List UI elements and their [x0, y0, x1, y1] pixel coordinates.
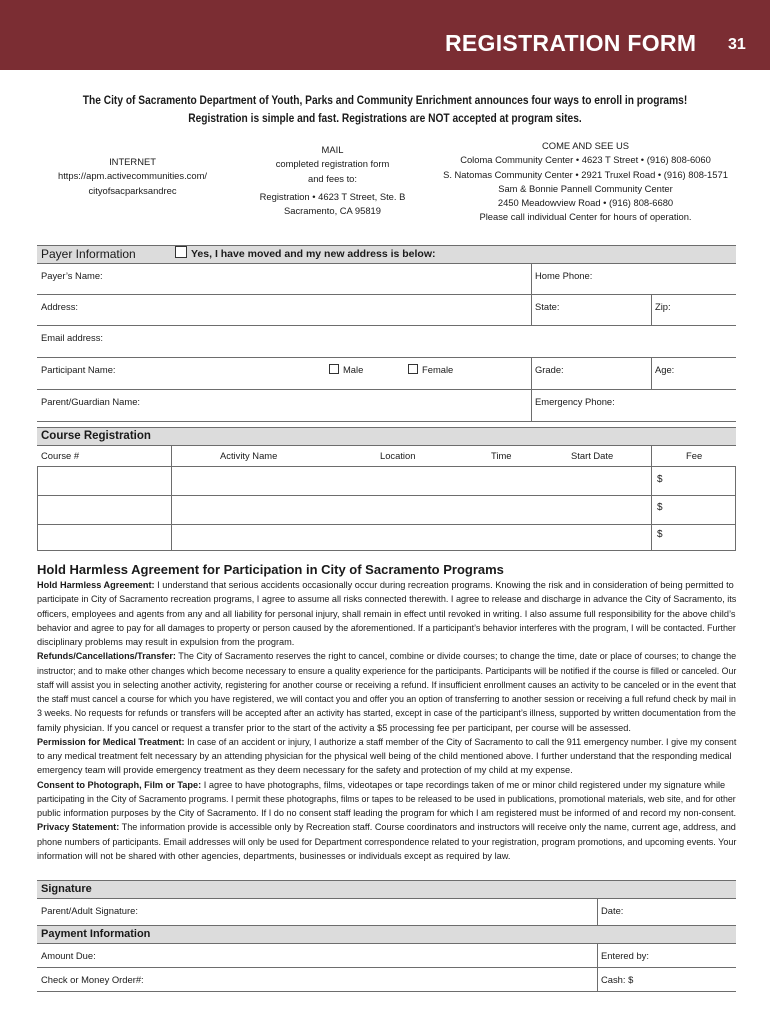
mail-line-2: and fees to: [308, 172, 357, 184]
way-internet [30, 155, 235, 198]
medical-text: to any medical treatment felt necessary by an attending physician for the physical well being of the child mentioned above. I further understand that the responding medical [37, 751, 732, 761]
course-row[interactable] [37, 495, 736, 524]
age-label: Age: [655, 364, 675, 375]
participant-name-label: Participant Name: [41, 364, 116, 375]
photo-label: Consent to Photograph, Film or Tape: [37, 779, 202, 790]
signature-section-title: Signature [41, 883, 92, 895]
payer-section-title: Payer Information [41, 247, 136, 261]
female-option[interactable] [404, 358, 494, 389]
email-field[interactable] [37, 326, 736, 357]
form-title: REGISTRATION FORM [445, 30, 697, 56]
parent-signature-label: Parent/Adult Signature: [41, 905, 138, 916]
row-participant [37, 357, 736, 389]
check-number-field[interactable] [37, 968, 597, 991]
moved-checkbox[interactable] [175, 246, 187, 258]
col-activity-name: Activity Name [220, 450, 278, 461]
row-address [37, 294, 736, 325]
course-section-header [37, 427, 736, 445]
way-mail [240, 143, 425, 218]
row-check [37, 967, 736, 991]
way-visit [428, 139, 743, 225]
entered-by-label: Entered by: [601, 950, 649, 961]
photo-text: participating in the City of Sacramento programs. I permit these photographs, films or tapes to be released to be used in publications, promotional materials, web site, and for other [37, 793, 736, 804]
visit-line-5: Please call individual Center for hours of operation. [479, 211, 692, 223]
visit-heading: COME AND SEE US [542, 140, 629, 151]
refunds-text: the staff must cancel a course for which you have registered, we will contact you and offer you an option of transferring to another session or receiving a full refund check by mail in [37, 694, 736, 704]
privacy-label: Privacy Statement: [37, 822, 120, 833]
header-banner [0, 0, 770, 70]
state-label: State: [535, 301, 560, 312]
payer-section-header [37, 245, 736, 263]
moved-option[interactable] [175, 246, 436, 263]
medical-text: In case of an accident or injury, I authorize a staff member of the City of Sacramento to call the 911 emergency number. I give my consent [184, 736, 737, 747]
refunds-text: staff will assist you in selecting another activity, registering for another course or receiving a refund. If insufficient enrollment causes an activity to be canceled or in the event that [37, 679, 737, 690]
female-checkbox[interactable] [408, 364, 418, 374]
visit-line-4: 2450 Meadowview Road • (916) 808-6680 [497, 197, 674, 209]
refunds-text: family physician. If you cancel or request a transfer prior to the start of the activity a $5 processing fee per participant, per course will be assessed. [37, 722, 631, 733]
address-label: Address: [41, 301, 78, 312]
female-label: Female [422, 364, 454, 375]
fee-dollar-3: $ [657, 529, 663, 540]
amount-due-label: Amount Due: [41, 950, 96, 961]
cash-label: Cash: $ [601, 974, 634, 985]
fee-dollar-1: $ [657, 474, 663, 485]
agreement-text [37, 578, 736, 863]
email-label: Email address: [41, 332, 104, 343]
row-guardian [37, 389, 736, 421]
parent-signature-field[interactable] [37, 899, 597, 925]
mail-line-4: Sacramento, CA 95819 [284, 205, 381, 217]
payment-section-header [37, 925, 736, 943]
row-payer-name [37, 263, 736, 294]
entered-by-field[interactable] [597, 944, 736, 967]
page-number: 31 [728, 36, 746, 53]
row-amount [37, 943, 736, 967]
course-row[interactable] [37, 466, 736, 495]
col-time: Time [491, 450, 512, 461]
internet-url-line-1[interactable]: https://apm.activecommunities.com/ [57, 170, 207, 182]
hold-harmless-text: I understand that serious accidents occasionally occur during recreation programs. Knowing the risk and in consideration of being permitted to [154, 580, 734, 590]
photo-text: I agree to have photographs, films, videotapes or tape recordings taken of me or minor child registered under my signature while [201, 779, 726, 790]
visit-line-3: Sam & Bonnie Pannell Community Center [498, 182, 673, 194]
zip-label: Zip: [655, 301, 671, 312]
internet-heading: INTERNET [109, 156, 156, 167]
home-phone-field[interactable] [531, 264, 736, 294]
zip-field[interactable] [651, 295, 736, 325]
age-field[interactable] [651, 358, 736, 389]
row-signature [37, 898, 736, 925]
emergency-phone-field[interactable] [531, 390, 736, 421]
photo-text: public information purposes by the City of Sacramento. If I do no consent staff leading the program for which I am registered must be informed of and record my non-consent. [37, 808, 737, 818]
privacy-text: information will not be shared with other agencies, departments, businesses or individuals except as required by law. [37, 850, 511, 861]
refunds-label: Refunds/Cancellations/Transfer: [37, 651, 176, 662]
hold-harmless-label: Hold Harmless Agreement: [37, 580, 155, 590]
state-field[interactable] [531, 295, 651, 325]
medical-text: emergency team will provide emergency treatment as they deem necessary for the safety and protection of my child at my expense. [37, 765, 573, 776]
emergency-phone-label: Emergency Phone: [535, 396, 615, 407]
signature-date-field[interactable] [597, 899, 736, 925]
male-label: Male [343, 364, 364, 375]
mail-line-1: completed registration form [275, 158, 390, 170]
intro-line-1: The City of Sacramento Department of Youth, Parks and Community Enrichment announces four ways to enroll in programs! [82, 94, 688, 107]
hold-harmless-text: officers, employees and agents from any and all liability for personal injury, shall remain in effect until revoked in writing. I also assume full responsibility for the above child’s [37, 608, 736, 619]
payment-section-title: Payment Information [41, 928, 151, 940]
guardian-name-label: Parent/Guardian Name: [41, 396, 141, 407]
refunds-text: instructor; and to make other changes which become necessary to ensure a quality experience for the participants. Participants will be notified if the course is filled or canceled. Our [37, 665, 737, 676]
signature-date-label: Date: [601, 905, 624, 916]
medical-label: Permission for Medical Treatment: [37, 736, 185, 747]
cash-field[interactable] [597, 968, 736, 991]
payer-name-label: Payer’s Name: [41, 270, 103, 281]
privacy-text: The information provide is accessible only by Recreation staff. Course coordinators and instructors will receive only the name, current age, address, and [119, 822, 736, 833]
privacy-text: phone numbers of participants. Email addresses will only be used for Department correspondence related to your registration, program promotions, and upcoming events. Your [37, 836, 737, 847]
row-email [37, 325, 736, 357]
grade-label: Grade: [535, 364, 564, 375]
refunds-text: The City of Sacramento reserves the right to cancel, combine or divide courses; to change the time, date or place of courses; to change the [175, 651, 737, 662]
intro-line-2: Registration is simple and fast. Registrations are NOT accepted at program sites. [188, 112, 582, 125]
visit-line-2: S. Natomas Community Center • 2921 Truxel Road • (916) 808-1571 [443, 168, 728, 180]
check-number-label: Check or Money Order#: [41, 974, 144, 985]
male-option[interactable] [325, 358, 405, 389]
col-fee: Fee [686, 450, 703, 461]
intro-text [46, 92, 724, 128]
home-phone-label: Home Phone: [535, 270, 593, 281]
course-row[interactable] [37, 524, 736, 550]
agreement-title: Hold Harmless Agreement for Participation in City of Sacramento Programs [37, 562, 504, 577]
fee-dollar-2: $ [657, 502, 663, 513]
hold-harmless-text: participate in City of Sacramento recreation programs, I agree to assume all risks connected therewith. I agree to release and discharge in advance the City of Sacramento, its [37, 594, 737, 605]
mail-line-3: Registration • 4623 T Street, Ste. B [259, 190, 406, 202]
refunds-text: 3 weeks. No requests for refunds or transfers will be accepted after an activity has started, except in case of the participant’s illness, supported by written documentation from the [37, 708, 736, 719]
internet-url-line-2[interactable]: cityofsacparksandrec [88, 184, 177, 196]
male-checkbox[interactable] [329, 364, 339, 374]
hold-harmless-text: disciplinary problems may result in expulsion from the program. [37, 637, 295, 647]
col-location: Location [380, 450, 416, 461]
amount-due-field[interactable] [37, 944, 597, 967]
hold-harmless-text: behavior and agree to pay for all damages to property or person caused by the aforementioned. If a participant’s behavior interferes with the program, I will be contacted. Further [37, 622, 736, 633]
grade-field[interactable] [531, 358, 651, 389]
course-section-title: Course Registration [41, 430, 151, 442]
col-start-date: Start Date [571, 450, 614, 461]
signature-section-header [37, 880, 736, 898]
payer-name-field[interactable] [37, 264, 531, 294]
guardian-name-field[interactable] [37, 390, 531, 421]
visit-line-1: Coloma Community Center • 4623 T Street • (916) 808-6060 [460, 154, 711, 166]
mail-heading: MAIL [321, 144, 344, 155]
col-course-number: Course # [41, 450, 80, 461]
moved-label: Yes, I have moved and my new address is below: [191, 248, 436, 260]
address-field[interactable] [37, 295, 531, 325]
